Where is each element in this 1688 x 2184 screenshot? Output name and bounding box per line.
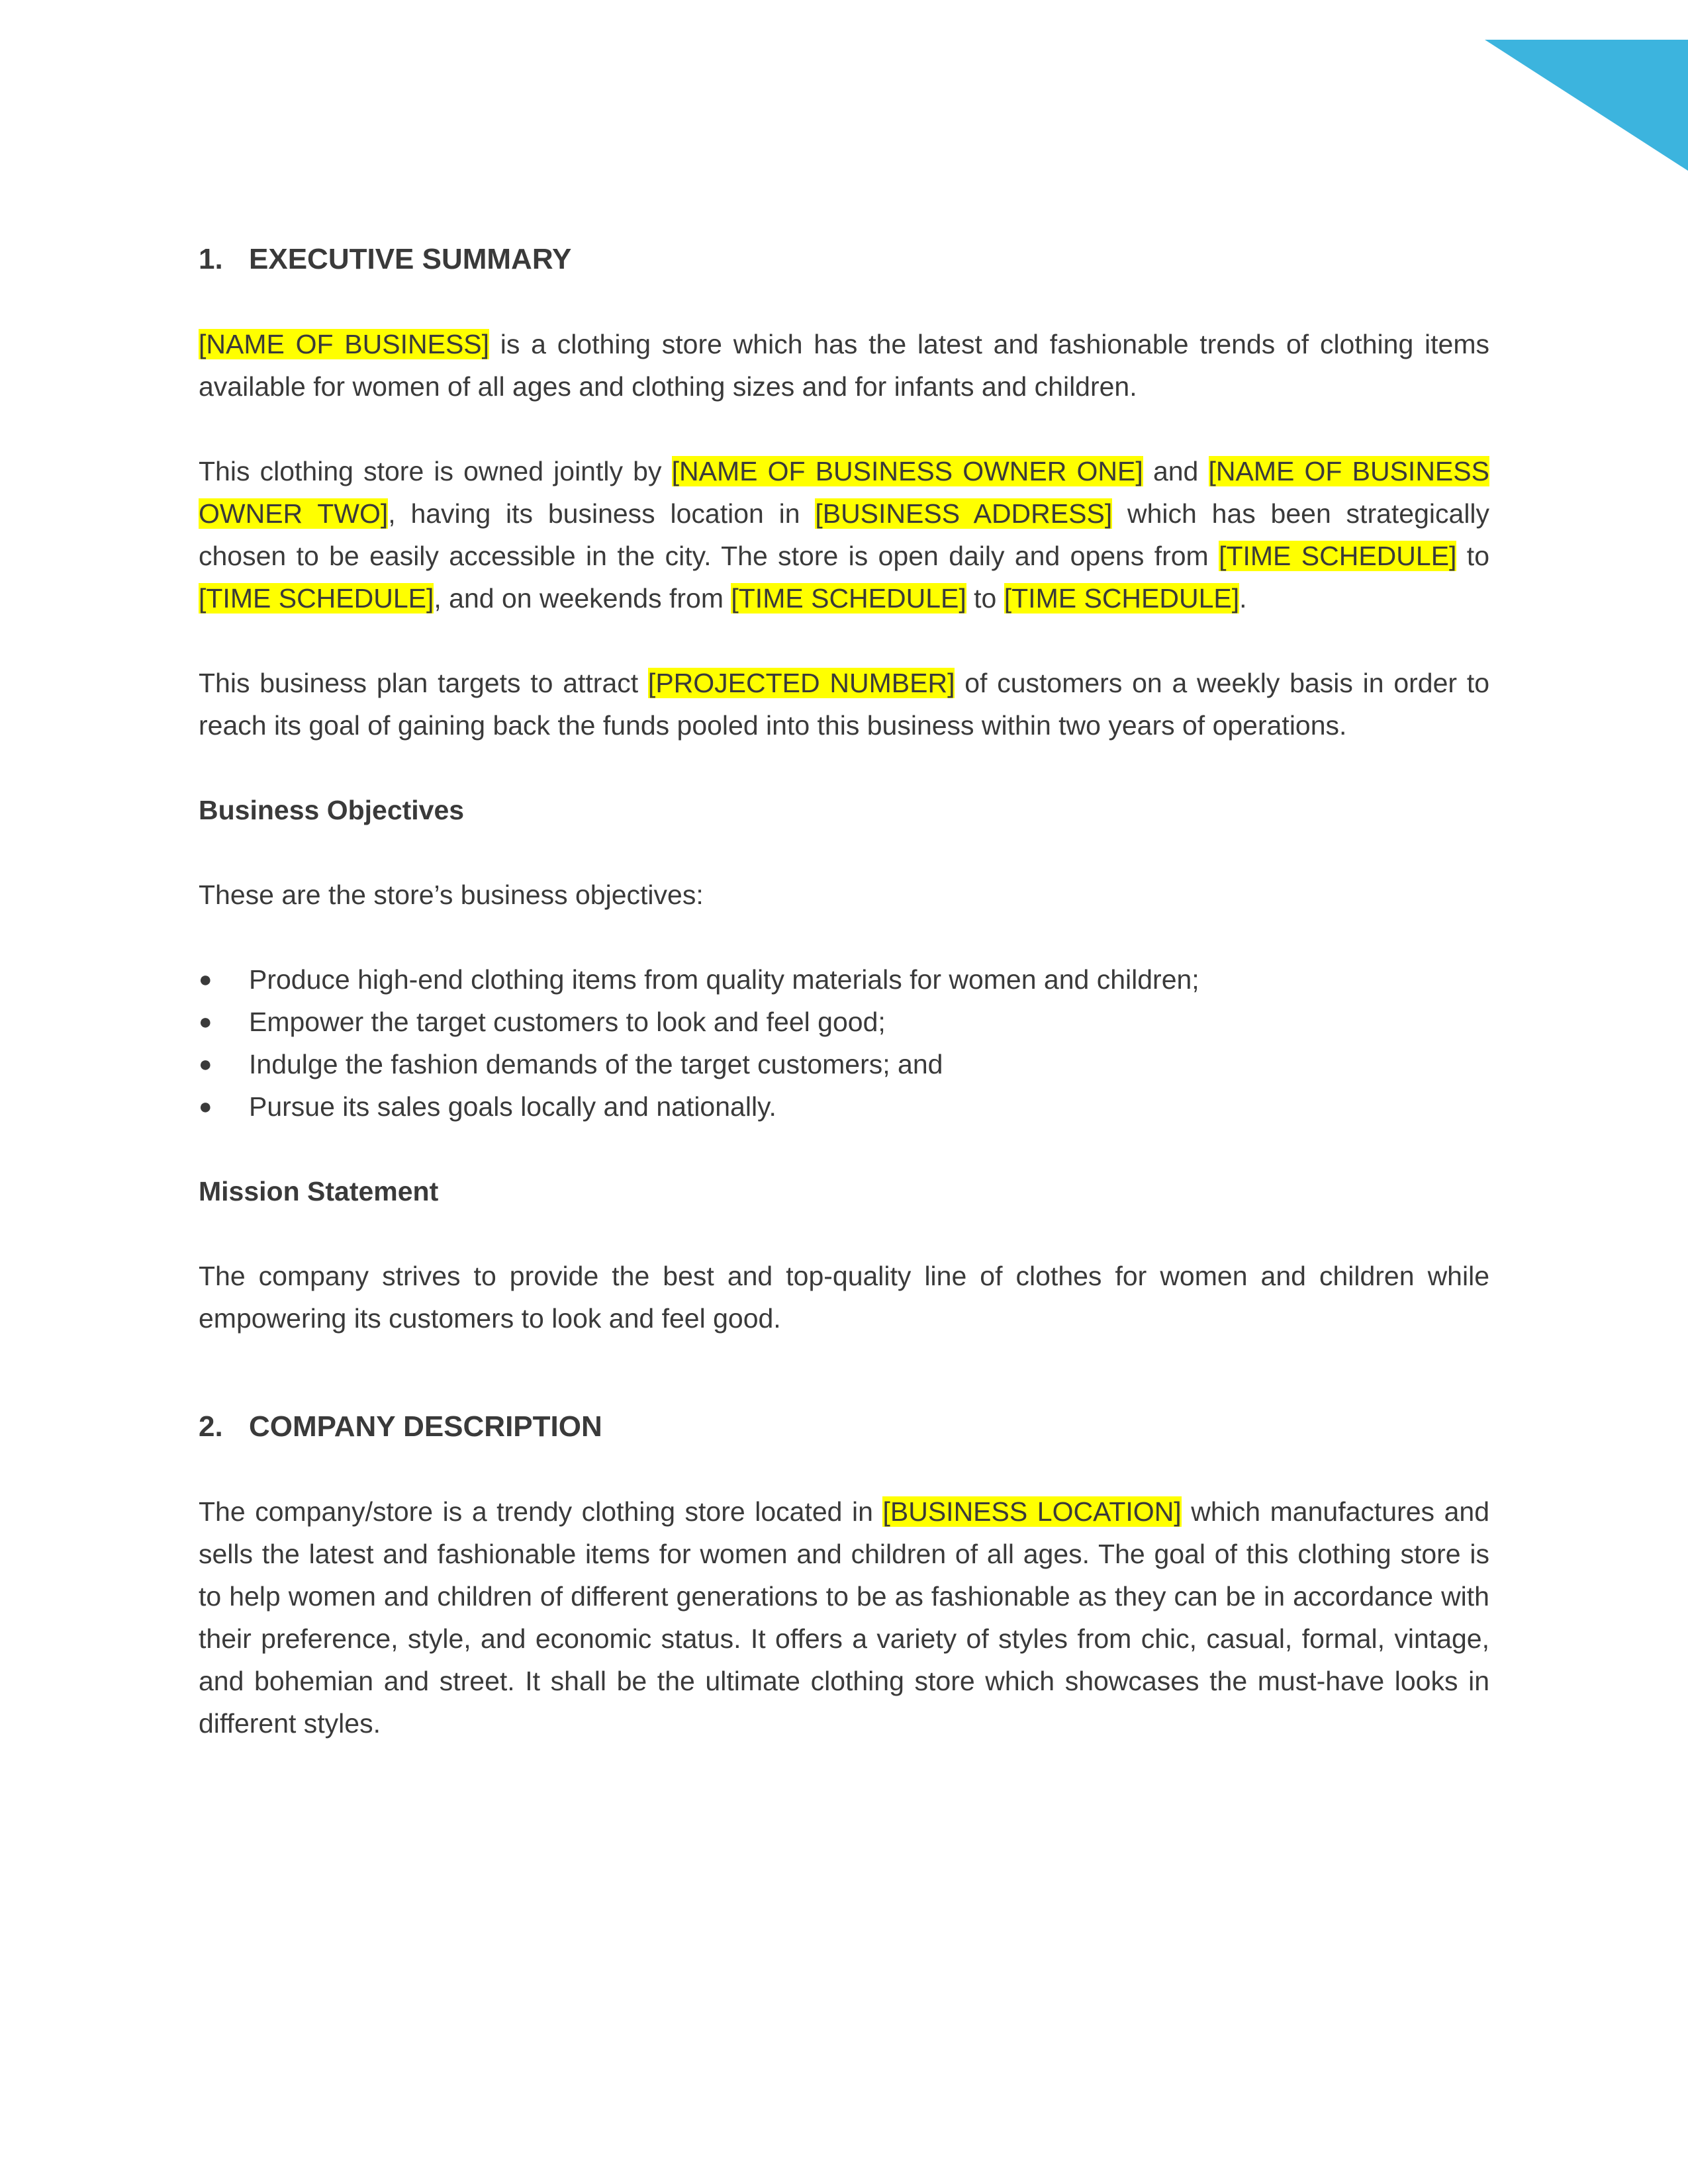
placeholder-owner-two: [NAME OF BUSINESS OWNER TWO] (199, 456, 1489, 529)
text-span: . (1239, 583, 1247, 614)
executive-summary-paragraph-1 (199, 323, 1489, 408)
section-1-title: EXECUTIVE SUMMARY (249, 243, 572, 275)
mission-statement-heading: Mission Statement (199, 1176, 439, 1206)
text-span: The company/store is a trendy clothing store located in (199, 1496, 883, 1527)
bullet-icon: ● (199, 967, 212, 992)
list-item (199, 958, 1489, 1001)
section-1-number: 1. (199, 243, 223, 275)
list-item-text: Pursue its sales goals locally and nationally. (249, 1091, 776, 1122)
list-item-text: Empower the target customers to look and feel good; (249, 1007, 886, 1037)
list-item (199, 1001, 1489, 1043)
list-item-text: Produce high-end clothing items from quality materials for women and children; (249, 964, 1199, 995)
text-span: to (1456, 541, 1489, 571)
business-objectives-intro: These are the store’s business objectives: (199, 880, 704, 910)
business-objectives-list (199, 958, 1489, 1128)
placeholder-business-address: [BUSINESS ADDRESS] (815, 498, 1113, 529)
section-1-heading (199, 238, 1489, 281)
executive-summary-paragraph-3 (199, 662, 1489, 747)
placeholder-time-schedule: [TIME SCHEDULE] (199, 583, 434, 614)
placeholder-business-location: [BUSINESS LOCATION] (882, 1496, 1182, 1527)
text-span: , and on weekends from (434, 583, 731, 614)
text-span: This business plan targets to attract (199, 668, 648, 698)
list-item (199, 1043, 1489, 1085)
bullet-icon: ● (199, 1052, 212, 1077)
text-span: which manufactures and sells the latest and fashionable items for women and children of all ages. The goal of this clothing store is to help women and children of different generations to be as fashionable as they can be in accordance with their preference, style, and economic status. It offers a variety of styles from chic, casual, formal, vintage, and bohemian and street. It shall be the ultimate clothing store which showcases the must-have looks in different styles. (199, 1496, 1489, 1739)
list-item (199, 1085, 1489, 1128)
executive-summary-paragraph-2 (199, 450, 1489, 619)
placeholder-time-schedule: [TIME SCHEDULE] (731, 583, 966, 614)
text-span: to (966, 583, 1004, 614)
list-item-text: Indulge the fashion demands of the target customers; and (249, 1049, 943, 1079)
placeholder-owner-one: [NAME OF BUSINESS OWNER ONE] (671, 456, 1143, 486)
section-2-number: 2. (199, 1410, 223, 1443)
company-description-paragraph (199, 1490, 1489, 1745)
document-page (199, 238, 1489, 1745)
business-objectives-heading: Business Objectives (199, 795, 465, 825)
text-span: is a clothing store which has the latest and fashionable trends of clothing items available for women of all ages and clothing sizes and for infants and children. (199, 329, 1489, 402)
text-span: This clothing store is owned jointly by (199, 456, 672, 486)
text-span: , having its business location in (388, 498, 816, 529)
text-span: of customers on a weekly basis in order to reach its goal of gaining back the funds pooled into this business within two years of operations. (199, 668, 1490, 741)
bullet-icon: ● (199, 1094, 212, 1119)
text-span: which has been strategically chosen to be easily accessible in the city. The store is open daily and opens from (199, 498, 1490, 571)
placeholder-projected-number: [PROJECTED NUMBER] (647, 668, 955, 698)
placeholder-name-of-business: [NAME OF BUSINESS] (199, 329, 490, 359)
placeholder-time-schedule: [TIME SCHEDULE] (1004, 583, 1240, 614)
bullet-icon: ● (199, 1009, 212, 1034)
text-span: and (1143, 456, 1209, 486)
placeholder-time-schedule: [TIME SCHEDULE] (1219, 541, 1457, 571)
section-2-heading (199, 1406, 1489, 1448)
mission-statement-text: The company strives to provide the best and top-quality line of clothes for women and children while empowering its customers to look and feel good. (199, 1261, 1489, 1334)
section-2-title: COMPANY DESCRIPTION (249, 1410, 602, 1443)
